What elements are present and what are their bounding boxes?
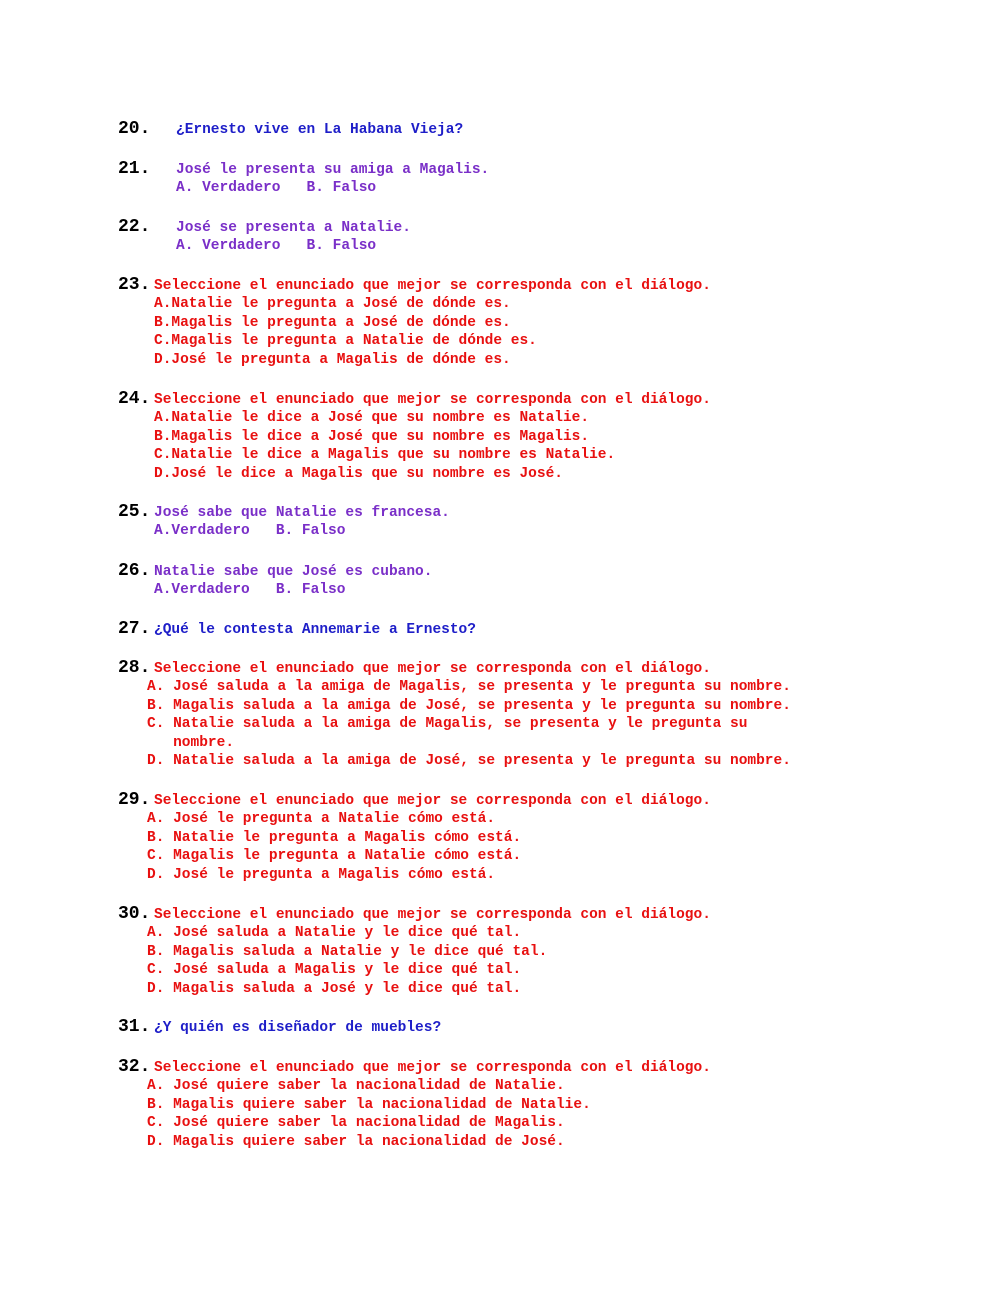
question-text: Seleccione el enunciado que mejor se corresponda con el diálogo. (154, 1060, 711, 1076)
question-text: Natalie sabe que José es cubano. (154, 564, 433, 580)
option-a[interactable]: A.Natalie le dice a José que su nombre es Natalie. (154, 410, 590, 426)
question-text: ¿Y quién es diseñador de muebles? (154, 1020, 442, 1036)
question-number: 24. (118, 389, 151, 409)
option-line[interactable]: A.Verdadero B. Falso (154, 523, 346, 539)
option-d[interactable]: D.José le pregunta a Magalis de dónde es. (154, 351, 511, 368)
question-number: 25. (118, 502, 151, 522)
question-text: Seleccione el enunciado que mejor se corresponda con el diálogo. (154, 793, 711, 809)
option-a[interactable]: A. José saluda a Natalie y le dice qué tal. (147, 925, 522, 941)
question-number: 29. (118, 790, 151, 810)
question-number: 30. (118, 904, 151, 924)
option-d[interactable]: D.José le dice a Magalis que su nombre es José. (154, 465, 563, 482)
question-number: 28. (118, 658, 151, 678)
question-text: Seleccione el enunciado que mejor se corresponda con el diálogo. (154, 661, 711, 677)
option-line[interactable]: A. Verdadero B. Falso (176, 238, 377, 254)
option-line[interactable]: A.Verdadero B. Falso (154, 582, 346, 598)
question-number: 22. (118, 217, 151, 237)
question-number: 26. (118, 561, 151, 581)
question-text: Seleccione el enunciado que mejor se corresponda con el diálogo. (154, 392, 711, 408)
question-text: ¿Ernesto vive en La Habana Vieja? (176, 122, 464, 138)
option-b[interactable]: B.Magalis le pregunta a José de dónde es. (154, 314, 511, 331)
question-text: ¿Qué le contesta Annemarie a Ernesto? (154, 622, 476, 638)
option-c[interactable]: C. Natalie saluda a la amiga de Magalis, se presenta y le pregunta su (147, 716, 748, 732)
question-text: José se presenta a Natalie. (176, 220, 411, 236)
question-number: 21. (118, 159, 151, 179)
option-a[interactable]: A. José quiere saber la nacionalidad de Natalie. (147, 1078, 565, 1094)
question-number: 20. (118, 119, 151, 139)
question-text: José sabe que Natalie es francesa. (154, 505, 450, 521)
option-a[interactable]: A. José saluda a la amiga de Magalis, se presenta y le pregunta su nombre. (147, 679, 791, 695)
option-c[interactable]: C. José quiere saber la nacionalidad de Magalis. (147, 1115, 565, 1131)
option-d[interactable]: D. José le pregunta a Magalis cómo está. (147, 866, 496, 883)
question-number: 27. (118, 619, 151, 639)
question-text: Seleccione el enunciado que mejor se corresponda con el diálogo. (154, 278, 711, 294)
option-b[interactable]: B.Magalis le dice a José que su nombre es Magalis. (154, 428, 590, 445)
question-number: 23. (118, 275, 151, 295)
option-d[interactable]: D. Magalis saluda a José y le dice qué tal. (147, 980, 522, 997)
option-c[interactable]: C.Magalis le pregunta a Natalie de dónde es. (154, 333, 537, 349)
option-b[interactable]: B. Natalie le pregunta a Magalis cómo está. (147, 829, 522, 846)
option-c[interactable]: C. Magalis le pregunta a Natalie cómo está. (147, 848, 522, 864)
option-b[interactable]: B. Magalis saluda a la amiga de José, se presenta y le pregunta su nombre. (147, 697, 791, 714)
option-d[interactable]: D. Magalis quiere saber la nacionalidad de José. (147, 1133, 565, 1150)
option-b[interactable]: B. Magalis saluda a Natalie y le dice qué tal. (147, 943, 548, 960)
option-c-continued: nombre. (147, 734, 235, 751)
question-text: Seleccione el enunciado que mejor se corresponda con el diálogo. (154, 907, 711, 923)
option-a[interactable]: A. José le pregunta a Natalie cómo está. (147, 811, 496, 827)
option-line[interactable]: A. Verdadero B. Falso (176, 180, 377, 196)
question-number: 32. (118, 1057, 151, 1077)
option-c[interactable]: C. José saluda a Magalis y le dice qué tal. (147, 962, 522, 978)
question-number: 31. (118, 1017, 151, 1037)
option-d[interactable]: D. Natalie saluda a la amiga de José, se presenta y le pregunta su nombre. (147, 753, 791, 769)
option-a[interactable]: A.Natalie le pregunta a José de dónde es. (154, 296, 511, 312)
option-b[interactable]: B. Magalis quiere saber la nacionalidad de Natalie. (147, 1096, 591, 1113)
question-text: José le presenta su amiga a Magalis. (176, 162, 490, 178)
option-c[interactable]: C.Natalie le dice a Magalis que su nombre es Natalie. (154, 447, 616, 463)
